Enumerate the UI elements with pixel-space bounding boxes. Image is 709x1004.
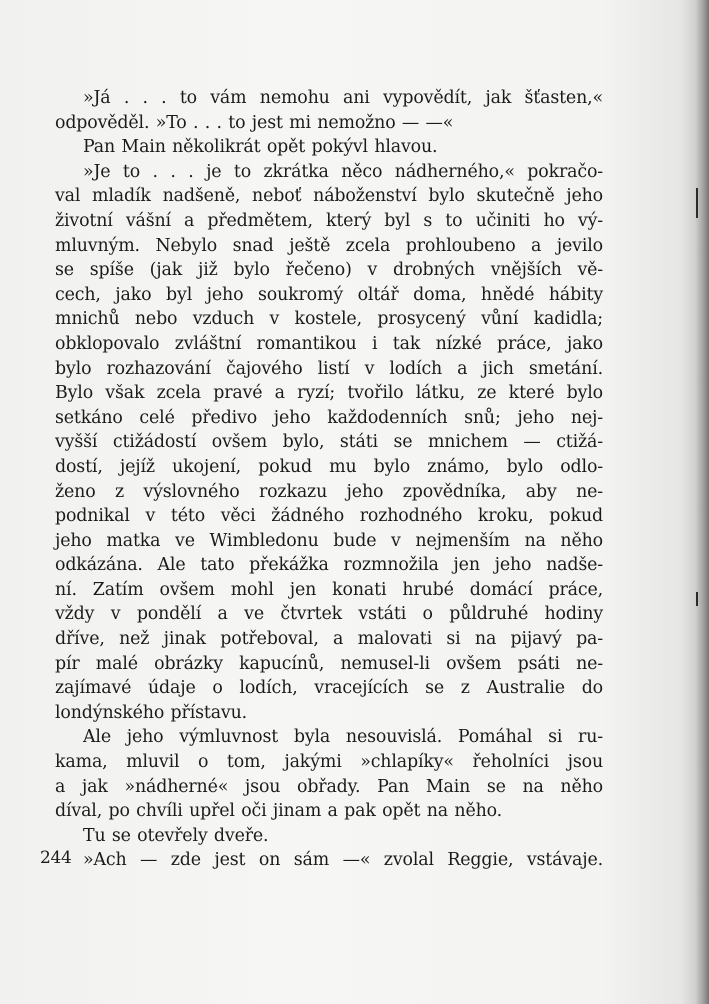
text-line: kama, mluvil o tom, jakými »chlapíky« řeholníci jsou <box>55 752 603 773</box>
text-line: »Ach — zde jest on sám —« zvolal Reggie, vstávaje. <box>83 850 603 871</box>
gutter-mark <box>696 188 698 218</box>
text-line: zajímavé údaje o lodích, vracejících se z Australie do <box>55 678 603 699</box>
text-line: mnichů nebo vzduch v kostele, prosycený vůní kadidla; <box>55 309 603 330</box>
text-line: bylo rozhazování čajového listí v lodích a jich smetání. <box>55 358 603 379</box>
text-line: životní vášní a předmětem, který byl s to učiniti ho vý- <box>55 210 603 231</box>
text-line: ní. Zatím ovšem mohl jen konati hrubé domácí práce, <box>55 579 603 600</box>
text-line: »Já . . . to vám nemohu ani vypovědít, jak šťasten,« <box>83 88 603 108</box>
text-line: »Je to . . . je to zkrátka něco nádherného,« pokračo- <box>83 161 603 182</box>
page-body-text <box>55 86 603 873</box>
text-line: dříve, než jinak potřeboval, a malovati si na pijavý pa- <box>55 629 603 650</box>
page-gutter-shadow <box>695 0 709 1004</box>
text-line: vždy v pondělí a ve čtvrtek vstáti o půldruhé hodiny <box>55 604 603 625</box>
text-line: londýnského přístavu. <box>55 702 248 723</box>
page-number: 244 <box>40 848 72 868</box>
text-line: se spíše (jak již bylo řečeno) v drobných vnějších vě- <box>55 260 603 281</box>
text-line: mluvným. Nebylo snad ještě zcela prohloubeno a jevilo <box>55 235 603 256</box>
text-line: val mladík nadšeně, neboť náboženství bylo skutečně jeho <box>55 186 603 207</box>
text-line: setkáno celé předivo jeho každodenních snů; jeho nej- <box>55 407 603 428</box>
gutter-mark <box>696 592 698 606</box>
text-line: pír malé obrázky kapucínů, nemusel-li ovšem psáti ne- <box>55 653 603 674</box>
text-line: dostí, jejíž ukojení, pokud mu bylo známo, bylo odlo- <box>55 456 603 477</box>
text-line: podnikal v této věci žádného rozhodného kroku, pokud <box>55 506 603 527</box>
text-line: vyšší ctižádostí ovšem bylo, státi se mnichem — ctižá- <box>55 432 603 453</box>
text-line: Bylo však zcela pravé a ryzí; tvořilo látku, ze které bylo <box>55 383 603 404</box>
text-line: obklopovalo zvláštní romantikou i tak nízké práce, jako <box>55 333 603 354</box>
text-line: odkázána. Ale tato překážka rozmnožila jen jeho nadše- <box>55 555 603 576</box>
text-line: cech, jako byl jeho soukromý oltář doma, hnědé hábity <box>55 284 603 305</box>
text-line: Pan Main několikrát opět pokývl hlavou. <box>83 137 438 158</box>
text-line: Ale jeho výmluvnost byla nesouvislá. Pomáhal si ru- <box>83 727 603 748</box>
text-line: díval, po chvíli upřel oči jinam a pak opět na něho. <box>55 801 503 822</box>
text-line: odpověděl. »To . . . to jest mi nemožno — —« <box>55 112 454 133</box>
text-line: a jak »nádherné« jsou obřady. Pan Main se na něho <box>55 776 603 797</box>
text-line: ženo z výslovného rozkazu jeho zpovědníka, aby ne- <box>55 481 603 502</box>
text-line: Tu se otevřely dveře. <box>83 825 269 846</box>
text-line: jeho matka ve Wimbledonu bude v nejmenším na něho <box>55 530 603 551</box>
